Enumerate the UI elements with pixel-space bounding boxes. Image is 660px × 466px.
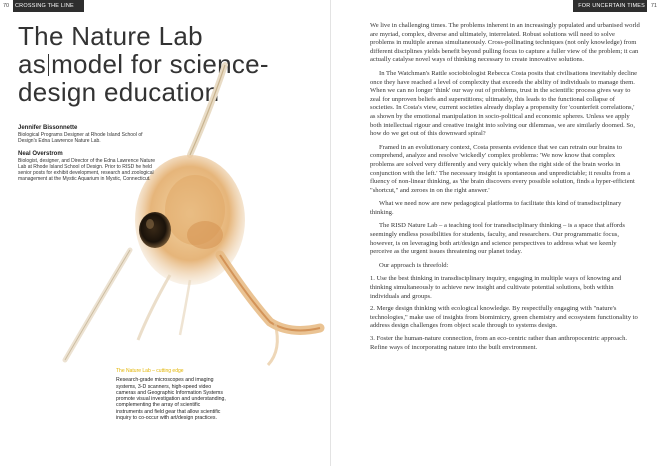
left-page-header (0, 0, 330, 12)
body-paragraph-6: Our approach is threefold: (379, 261, 449, 269)
right-page-header (330, 0, 660, 12)
approach-item-1: 1. Use the best thinking in transdisciplinary inquiry, engaging in multiple ways of knowing and thinking simultaneously to achieve new insight and cultivate potential solutions, both within individuals and groups. (370, 275, 622, 300)
body-paragraph-1: We live in challenging times. The problems inherent in an increasingly populated and urbanised world are myriad, complex, diverse and ultimately, interrelated. Robust solutions will need to solve problems in multiple arenas simultaneously. Cross-pollinating techniques (not only knowledge) from different disciplines yields benefit beyond pulling focus to capture a fuller view of the problem; it can actually catalyse novel ways of thinking necessary to create innovative solutions. (370, 22, 640, 64)
spine-upper (190, 65, 225, 155)
article-body (370, 22, 640, 356)
specimen-eye (139, 212, 171, 248)
caption-title: The Nature Lab – cutting edge (116, 368, 184, 374)
title-line-2b: model for science- (51, 49, 269, 79)
approach-item-3: 3. Foster the human-nature connection, from an eco-centric rather than anthropocentric approach. Refine ways of incorporating nature into the built environment. (370, 335, 628, 351)
author-1-name: Jennifer Bissonnette (18, 125, 78, 131)
author-1-bio: Biological Programs Designer at Rhode Island School of Design's Edna Lawrence Nature Lab. (18, 132, 143, 145)
body-paragraph-3: Framed in an evolutionary context, Costa presents evidence that we can retrain our brains to comprehend, analyze and resolve 'wickedly' complex problems: 'We now know that complex problems are solved very differently and very quickly when the right side of the brain works in conjunction with the left.' The necessary insight is spontaneous and unpredictable; it results from a fluency of non-linear thinking, as 'the brain discovers every possible solution, finds a hyper-efficient "shortcut," and zeroes in on the right answer.' (370, 143, 635, 194)
title-line-2a: as (18, 49, 47, 79)
body-paragraph-4: What we need now are new pedagogical platforms to facilitate this kind of transdisciplinary thinking. (370, 200, 622, 216)
author-block (18, 125, 158, 189)
title-line-1: The Nature Lab (18, 21, 203, 51)
caption-text: Research-grade microscopes and imaging systems, 3-D scanners, high-speed video cameras and Geographic Information Systems promote visual investigation and understanding, complementing the array of scientific instruments and field gear that allow scientific inquiry to co-occur with art/design practices. (116, 377, 226, 422)
body-paragraph-2: In The Watchman's Rattle sociobiologist Rebecca Costa posits that civilisations inevitably decline once they have reached a level of complexity that exceeds the ability of individuals to manage them. When we can no longer 'think' our way out of problems, trust in the scientific process gives way to zeal for unproven beliefs and superstitions; ultimately, this leads to the functional collapse of societies. In Costa's view, current societies already display a propensity for 'counterfeit correlations,' as shown by the emotional manipulation in socio-political and economic spheres. Unless we apply both intellectual rigour and creative insight into solving our dilemmas, we are similarly doomed. So, how do we get out of this downward spiral? (370, 69, 638, 138)
approach-item-2: 2. Merge design thinking with ecological knowledge. By respectfully engaging with "nature's technologies," make use of insights from biomimicry, green chemistry and ecosystem functionality to address design challenges from object scale through to systems design. (370, 305, 638, 330)
plankton-specimen-image (20, 60, 340, 400)
left-page-number: 70 (3, 3, 10, 9)
title-line-3: design education (18, 77, 220, 107)
right-page-number: 71 (650, 3, 657, 9)
author-2-bio: Biologist, designer, and Director of the Edna Lawrence Nature Lab at Rhode Island School of Design. Prior to RISD he held senior posts for exhibit development, research and zoological management at the Mystic Aquarium in Mystic, Connecticut. (18, 157, 156, 183)
right-running-head: FOR UNCERTAIN TIMES (578, 3, 645, 9)
left-running-head: CROSSING THE LINE (15, 3, 74, 9)
specimen-tail (220, 255, 320, 365)
spine-lower (65, 250, 130, 360)
author-2-name: Neal Overstrom (18, 150, 63, 157)
specimen-appendages (138, 275, 190, 340)
body-paragraph-5: The RISD Nature Lab – a teaching tool for transdisciplinary thinking – is a space that affords seemingly endless possibilities for students, faculty, and researchers. Our programmatic focus, however, is on leveraging both art/design and science perspectives to address what we keenly perceive as the urgent issues threatening our planet today. (370, 222, 625, 256)
image-caption (116, 368, 228, 421)
